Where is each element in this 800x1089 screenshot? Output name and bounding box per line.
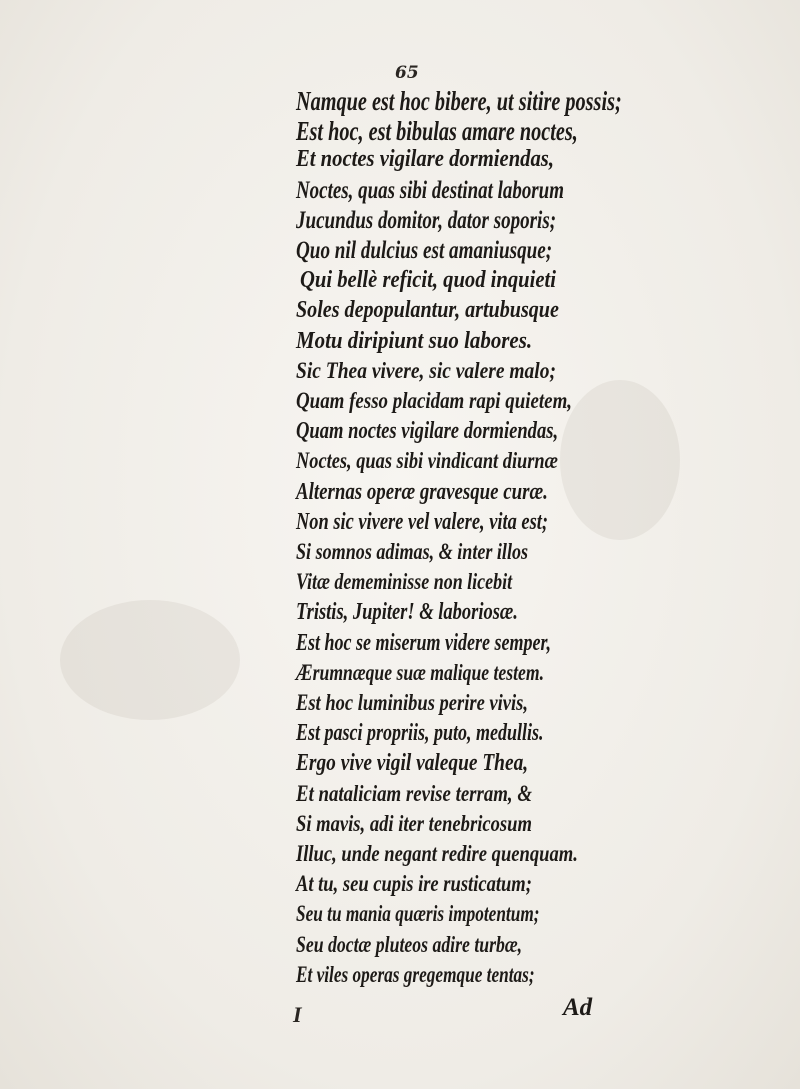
verse-line: Quam fesso placidam rapi quietem,: [296, 388, 573, 413]
verse-line: Si mavis, adi iter tenebricosum: [296, 810, 532, 836]
verse-line: Est hoc, est bibulas amare noctes,: [296, 116, 578, 147]
verse-line: Noctes, quas sibi vindicant diurnæ: [296, 448, 558, 474]
verse-line: Soles depopulantur, artubusque: [296, 297, 559, 324]
verse-line: Est hoc luminibus perire vivis,: [296, 690, 528, 715]
verse-line: Jucundus domitor, dator soporis;: [296, 206, 557, 234]
verse-line: Tristis, Jupiter! & laboriosæ.: [296, 599, 518, 626]
paper-stain: [60, 600, 240, 720]
verse-line: Est pasci propriis, puto, medullis.: [296, 720, 544, 747]
verse-line: Est hoc se miserum videre semper,: [296, 629, 551, 656]
verse-line: Alternas operæ gravesque curæ.: [296, 478, 548, 505]
verse-line: Noctes, quas sibi destinat laborum: [296, 176, 564, 204]
verse-line: Qui bellè reficit, quod inquieti: [300, 267, 556, 294]
verse-line: Ergo vive vigil valeque Thea,: [296, 750, 529, 777]
verse-line: Seu tu mania quæris impotentum;: [296, 901, 540, 927]
paper-stain: [560, 380, 680, 540]
signature-mark: I: [293, 1002, 302, 1027]
verse-line: Namque est hoc bibere, ut sitire possis;: [296, 86, 622, 116]
verse-line: Non sic vivere vel valere, vita est;: [296, 508, 548, 535]
verse-line: At tu, seu cupis ire rusticatum;: [296, 871, 532, 897]
verse-line: Si somnos adimas, & inter illos: [296, 539, 529, 564]
verse-line: Sic Thea vivere, sic valere malo;: [296, 357, 556, 383]
verse-line: Quam noctes vigilare dormiendas,: [296, 418, 559, 445]
verse-line: Illuc, unde negant redire quenquam.: [296, 841, 578, 866]
page-number: 65: [395, 63, 419, 83]
verse-line: Motu diripiunt suo labores.: [296, 327, 533, 354]
verse-line: Vitæ dememinisse non licebit: [296, 569, 513, 595]
catchword: Ad: [563, 994, 593, 1021]
verse-line: Et nataliciam revise terram, &: [296, 780, 532, 806]
verse-line: Et noctes vigilare dormiendas,: [296, 146, 554, 173]
verse-line: Et viles operas gregemque tentas;: [296, 961, 535, 987]
verse-line: Quo nil dulcius est amaniusque;: [296, 237, 553, 264]
verse-line: Ærumnæque suæ malique testem.: [296, 659, 544, 685]
verse-line: Seu doctæ pluteos adire turbæ,: [296, 931, 523, 957]
